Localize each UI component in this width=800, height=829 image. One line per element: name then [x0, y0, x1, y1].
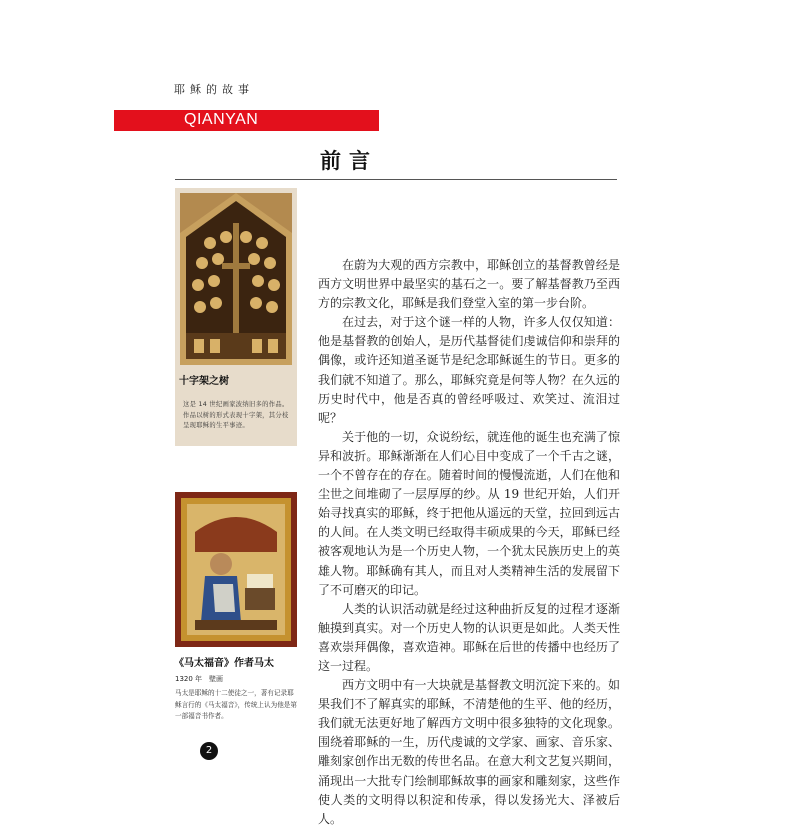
running-head-title: 耶稣的故事 — [174, 83, 254, 96]
body-paragraph: 关于他的一切，众说纷纭，就连他的诞生也充满了惊异和波折。耶稣渐渐在人们心目中变成了一个千古之谜，一个不曾存在的存在。随着时间的慢慢流逝，人们在他和尘世之间堆砌了一层厚厚的纱。从 19 世纪开始，人们开始寻找真实的耶稣，终于把他从遥远的天堂，拉回到远古的人间。在人类文明已经取得丰硕成果的今天，耶稣已经被客观地认为是一个历史人物，一个犹太民族历史上的英雄人物。耶稣确有其人，而且对人类精神生活的发展留下了不可磨灭的印记。 — [318, 429, 620, 597]
section-label: QIANYAN — [184, 111, 259, 128]
title-divider — [175, 179, 617, 180]
tree-of-cross-image — [180, 193, 292, 365]
body-paragraph: 人类的认识活动就是经过这种曲折反复的过程才逐渐触摸到真实。对一个历史人物的认识更是如此。人类天性喜欢崇拜偶像，喜欢造神。耶稣在后世的传播中也经历了这一过程。 — [318, 601, 620, 673]
figure-card-tree-of-cross — [175, 188, 297, 446]
figure1-note: 这是 14 世纪画家波纳旧多的作品。作品以树的形式表现十字架，其分枝呈现耶稣的生平事迹。 — [183, 401, 289, 429]
chapter-title: 前言 — [320, 148, 378, 173]
body-text — [318, 256, 620, 829]
body-paragraph: 在蔚为大观的西方宗教中，耶稣创立的基督教曾经是西方文明世界中最坚实的基石之一。要了解基督教乃至西方的宗教文化，耶稣是我们登堂入室的第一步台阶。 — [318, 258, 620, 311]
tree-of-cross-artwork — [180, 193, 292, 365]
matthew-gospel-image — [175, 492, 297, 647]
figure2-note: 马太是耶稣的十二使徒之一，著有记录耶稣言行的《马太福音》，传统上认为他是第一部福音书作者。 — [175, 689, 297, 720]
figure2-meta: 1320 年 壁画 — [175, 675, 224, 683]
figure1-caption: 十字架之树 — [179, 376, 229, 387]
page-number: 2 — [200, 742, 218, 760]
figure2-caption: 《马太福音》作者马太 — [174, 658, 274, 669]
body-paragraph: 西方文明中有一大块就是基督教文明沉淀下来的。如果我们不了解真实的耶稣，不清楚他的生平、他的经历，我们就无法更好地了解西方文明中很多独特的文化现象。围绕着耶稣的一生，历代虔诚的文学家、画家、音乐家、雕刻家创作出无数的传世名品。在意大利文艺复兴期间，涌现出一大批专门绘制耶稣故事的画家和雕刻家，这些作使人类的文明得以积淀和传承，得以发扬光大、泽被后人。 — [318, 678, 620, 826]
matthew-artwork — [175, 492, 297, 647]
body-paragraph: 在过去，对于这个谜一样的人物，许多人仅仅知道：他是基督教的创始人，是历代基督徒们虔诚信仰和崇拜的偶像，或许还知道圣诞节是纪念耶稣诞生的节日。更多的我们就不知道了。那么，耶稣究竟是何等人物？在久远的历史时代中，他是否真的曾经呼吸过、欢笑过、流泪过呢？ — [318, 315, 620, 425]
section-banner — [114, 110, 379, 131]
